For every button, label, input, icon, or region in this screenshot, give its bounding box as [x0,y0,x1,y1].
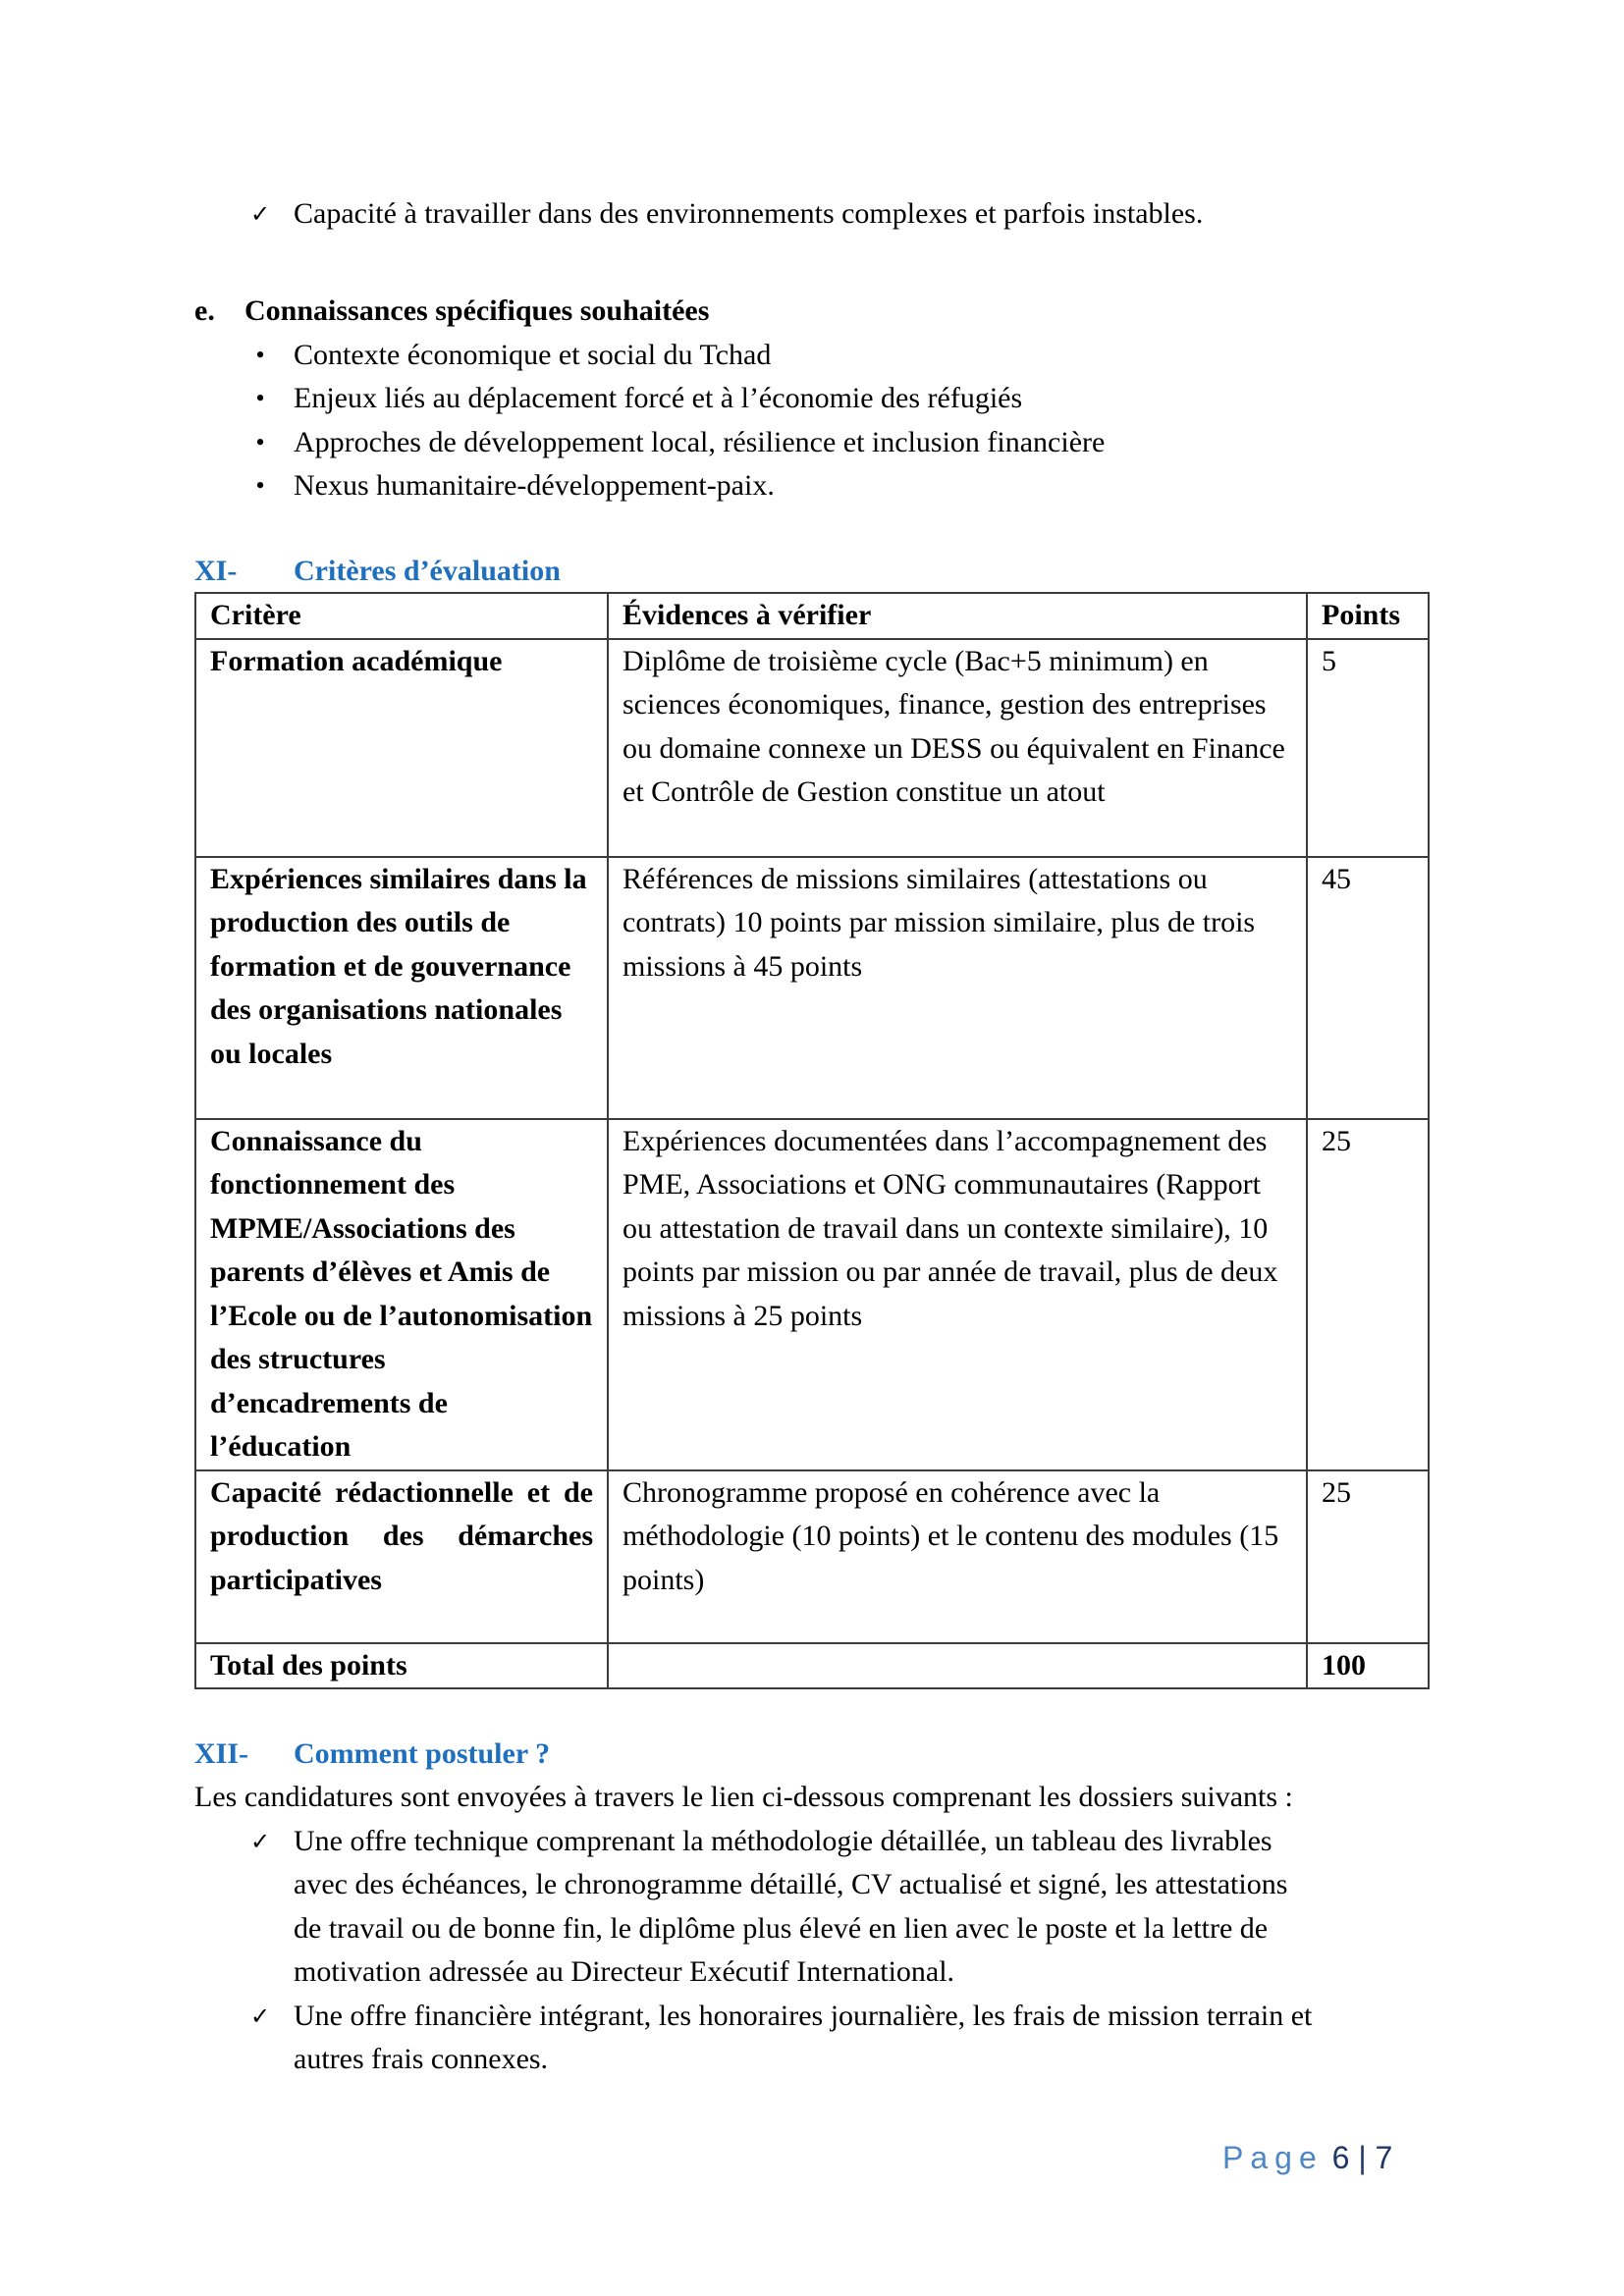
bullet-icon: • [255,384,265,412]
list-item: Nexus humanitaire-développement-paix. [294,469,775,502]
section-title: Comment postuler ? [294,1737,551,1770]
checkmark-icon: ✓ [249,1828,271,1855]
evaluation-criteria-table [194,592,1430,1689]
table-row [195,857,1429,1119]
checkmark-icon: ✓ [249,2002,271,2030]
points-cell: 25 [1307,1119,1429,1470]
total-points: 100 [1307,1643,1429,1689]
page-label: Page [1222,2140,1324,2175]
evidence-cell: Références de missions similaires (attestations ou contrats) 10 points par mission similaire, plus de trois missions à 45 points [608,857,1307,1119]
page-footer [1222,2136,1392,2180]
list-item-text: Capacité à travailler dans des environnements complexes et parfois instables. [294,197,1204,230]
checkmark-icon: ✓ [249,200,271,228]
section-label: e. [194,294,215,327]
evidence-cell: Expériences documentées dans l’accompagnement des PME, Associations et ONG communautaires (Rapport ou attestation de travail dans un contexte similaire), 10 points par mission ou par année de travail, plus de deux missions à 25 points [608,1119,1307,1470]
evidence-cell: Chronogramme proposé en cohérence avec la méthodologie (10 points) et le contenu des modules (15 points) [608,1470,1307,1643]
table-header-row [195,593,1429,639]
list-item-line: motivation adressée au Directeur Exécutif International. [294,1955,955,1988]
table-row [195,1470,1429,1643]
section-number: XII- [194,1737,249,1770]
section-title: Critères d’évaluation [294,555,561,587]
table-row [195,639,1429,857]
list-item: Contexte économique et social du Tchad [294,339,772,371]
list-item-line: autres frais connexes. [294,2043,549,2075]
criterion-cell: Formation académique [195,639,608,857]
total-evidence [608,1643,1307,1689]
criterion-cell: Connaissance du fonctionnement des MPME/Associations des parents d’élèves et Amis de l’Ecole ou de l’autonomisation des structures d’encadrements de l’éducation [195,1119,608,1470]
list-item: Enjeux liés au déplacement forcé et à l’économie des réfugiés [294,382,1023,414]
criterion-cell: Expériences similaires dans la production des outils de formation et de gouvernance des organisations nationales ou locales [195,857,608,1119]
table-row [195,1119,1429,1470]
header-criterion: Critère [195,593,608,639]
points-cell: 45 [1307,857,1429,1119]
list-item: Approches de développement local, résilience et inclusion financière [294,426,1106,458]
list-item-line: avec des échéances, le chronogramme détaillé, CV actualisé et signé, les attestations [294,1868,1288,1900]
page-number: 6 | 7 [1331,2140,1393,2175]
list-item-line: de travail ou de bonne fin, le diplôme plus élevé en lien avec le poste et la lettre de [294,1912,1269,1945]
header-evidence: Évidences à vérifier [608,593,1307,639]
section-title: Connaissances spécifiques souhaitées [244,294,710,327]
evidence-cell: Diplôme de troisième cycle (Bac+5 minimum) en sciences économiques, finance, gestion des entreprises ou domaine connexe un DESS ou équivalent en Finance et Contrôle de Gestion constitue un atout [608,639,1307,857]
list-item-line: Une offre financière intégrant, les honoraires journalière, les frais de mission terrain et [294,2000,1313,2032]
bullet-icon: • [255,428,265,456]
section-intro: Les candidatures sont envoyées à travers le lien ci-dessous comprenant les dossiers suivants : [194,1781,1293,1813]
total-label: Total des points [195,1643,608,1689]
header-points: Points [1307,593,1429,639]
bullet-icon: • [255,341,265,369]
bullet-icon: • [255,471,265,500]
points-cell: 25 [1307,1470,1429,1643]
points-cell: 5 [1307,639,1429,857]
list-item-line: Une offre technique comprenant la méthodologie détaillée, un tableau des livrables [294,1825,1272,1857]
section-number: XI- [194,555,238,587]
table-total-row [195,1643,1429,1689]
criterion-cell: Capacité rédactionnelle et de production des démarches participatives [195,1470,608,1643]
